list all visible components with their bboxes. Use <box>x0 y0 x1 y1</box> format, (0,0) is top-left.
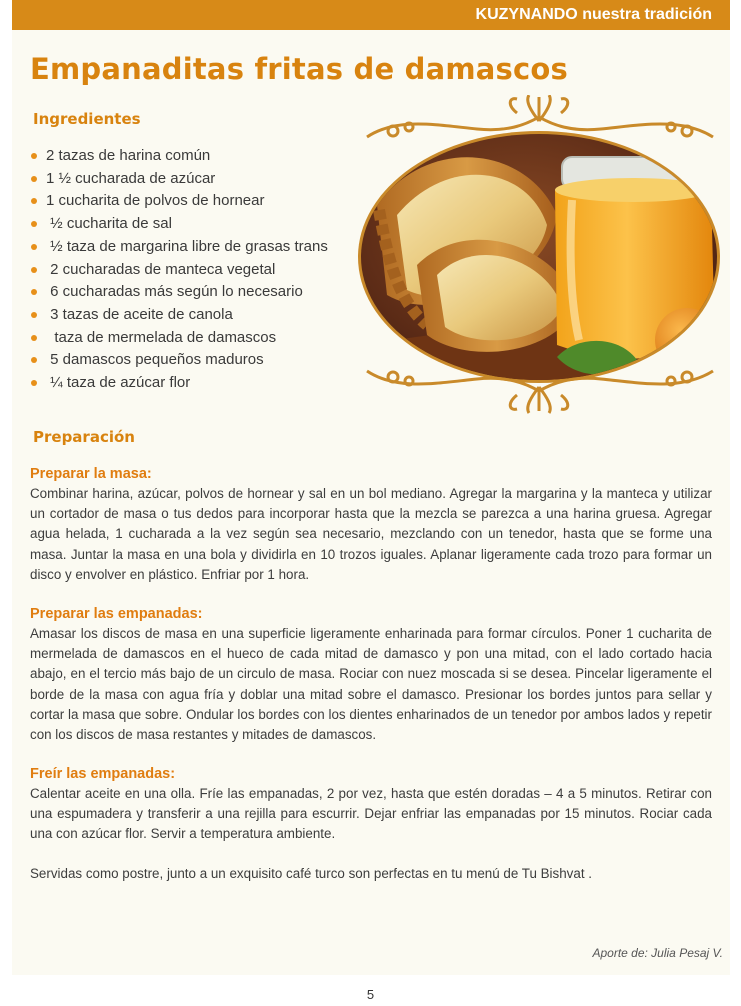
ingredient-item: 3 tazas de aceite de canola <box>30 304 360 327</box>
step-section <box>30 764 712 845</box>
step-section <box>30 604 712 745</box>
recipe-photo <box>357 95 725 417</box>
bullet-icon <box>31 335 37 341</box>
bullet-icon <box>31 312 37 318</box>
page-number: 5 <box>366 987 375 1002</box>
bullet-icon <box>31 244 37 250</box>
bullet-icon <box>31 176 37 182</box>
ingredient-item: ½ cucharita de sal <box>30 213 360 236</box>
author-credit: Aporte de: Julia Pesaj V. <box>592 946 723 960</box>
ingredient-item: ½ taza de margarina libre de grasas trans <box>30 236 360 259</box>
bullet-icon <box>31 153 37 159</box>
ingredient-item: 6 cucharadas más según lo necesario <box>30 281 360 304</box>
recipe-photo-frame <box>357 95 725 417</box>
top-ornament <box>367 95 713 137</box>
step-text: Combinar harina, azúcar, polvos de hornear y sal en un bol mediano. Agregar la margarina y la manteca y utilizar un cortador de masa o tus dedos para incorporar hasta que la mezcla se parezca a una harina gruesa. Agregar agua helada, 1 cucharada a la vez según sea necesario, mezclando con un tenedor, hasta que se forme una masa. Juntar la masa en una bola y dividirla en 10 trozos iguales. Aplanar ligeramente cada trozo para formar un disco y envolver en plástico. Enfriar por 1 hora. <box>30 486 712 582</box>
step-text: Amasar los discos de masa en una superficie ligeramente enharinada para formar círculos. Poner 1 cucharita de mermelada de damascos en el hueco de cada mitad de damasco y pon una mitad, con el lado cortado hacia abajo, en el tercio más bajo de un circulo de masa. Rociar con nuez moscada si se desea. Pincelar ligeramente el borde de la masa con agua fría y doblar una mitad sobre el damasco. Presionar los bordes juntos para sellar y cortar la masa que sobre. Ondular los bordes con los dientes enharinados de un tenedor por ambos lados y repetir con los discos de masa restantes y mitades de damascos. <box>30 626 712 743</box>
bullet-icon <box>31 289 37 295</box>
bullet-icon <box>31 198 37 204</box>
ingredient-item: ¼ taza de azúcar flor <box>30 372 360 395</box>
ingredient-item: 2 cucharadas de manteca vegetal <box>30 259 360 282</box>
closing-text: Servidas como postre, junto a un exquisito café turco son perfectas en tu menú de Tu Bishvat . <box>30 866 592 881</box>
header-bar <box>12 0 730 30</box>
ingredient-item: 5 damascos pequeños maduros <box>30 349 360 372</box>
magazine-section-title: KUZYNANDO nuestra tradición <box>475 6 712 23</box>
ingredient-item: 1 cucharita de polvos de hornear <box>30 190 360 213</box>
bullet-icon <box>31 357 37 363</box>
step-title: Preparar las empanadas: <box>30 606 203 622</box>
step-title: Freír las empanadas: <box>30 766 176 782</box>
ingredients-list <box>30 145 360 395</box>
preparation-heading: Preparación <box>33 428 135 446</box>
step-title: Preparar la masa: <box>30 466 152 482</box>
closing-section <box>30 864 712 884</box>
ingredient-item: 2 tazas de harina común <box>30 145 360 168</box>
step-text: Calentar aceite en una olla. Fríe las empanadas, 2 por vez, hasta que estén doradas – 4 a 5 minutos. Retirar con una espumadera y transferir a una rejilla para escurrir. Dejar enfriar las empanadas por 15 minutos. Rociar cada una con azúcar flor. Servir a temperatura ambiente. <box>30 786 712 842</box>
step-section <box>30 464 712 585</box>
bullet-icon <box>31 380 37 386</box>
ingredient-item: taza de mermelada de damascos <box>30 327 360 350</box>
recipe-title: Empanaditas fritas de damascos <box>30 52 568 86</box>
bullet-icon <box>31 221 37 227</box>
ingredients-heading: Ingredientes <box>33 110 141 128</box>
ingredient-item: 1 ½ cucharada de azúcar <box>30 168 360 191</box>
bullet-icon <box>31 267 37 273</box>
